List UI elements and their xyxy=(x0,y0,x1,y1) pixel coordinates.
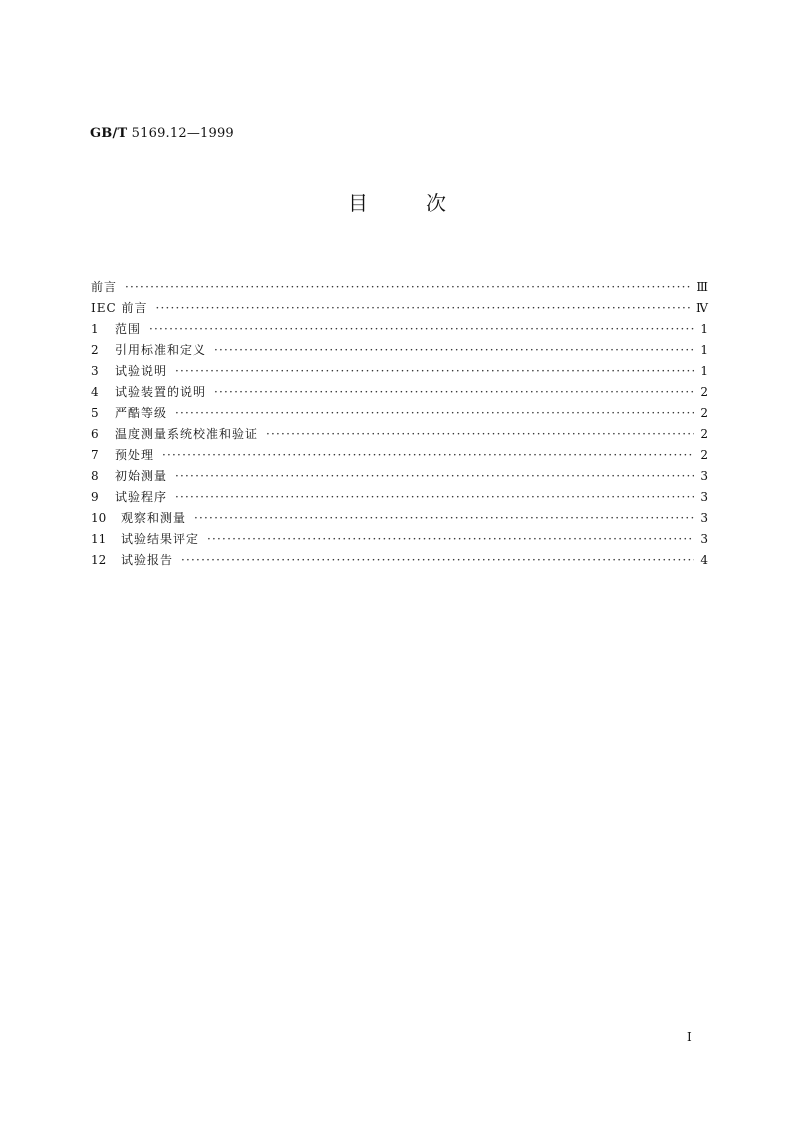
toc-page: 2 xyxy=(700,406,708,420)
toc-label: 试验结果评定 xyxy=(121,532,200,546)
toc-leader xyxy=(194,508,694,529)
toc-number: 10 xyxy=(91,511,107,525)
toc-label: 引用标准和定义 xyxy=(115,343,207,357)
title-char-2: 次 xyxy=(426,191,446,215)
toc-leader xyxy=(125,277,690,298)
toc-entry[interactable] xyxy=(91,550,708,571)
toc-page: 2 xyxy=(700,427,708,441)
toc-entry[interactable] xyxy=(91,529,708,550)
toc-page: 1 xyxy=(700,343,708,357)
toc-leader xyxy=(156,298,691,319)
table-of-contents xyxy=(91,277,708,571)
page-title xyxy=(0,187,794,216)
toc-label: 严酷等级 xyxy=(115,406,168,420)
toc-entry[interactable] xyxy=(91,424,708,445)
toc-number: 1 xyxy=(91,322,99,336)
toc-label: 试验程序 xyxy=(115,490,168,504)
toc-page: 3 xyxy=(700,532,708,546)
standard-number: 5169.12—1999 xyxy=(131,126,234,141)
toc-leader xyxy=(175,466,694,487)
toc-number: 4 xyxy=(91,385,99,399)
toc-leader xyxy=(149,319,694,340)
page-number: Ⅰ xyxy=(687,1030,692,1044)
toc-label: 试验装置的说明 xyxy=(115,385,207,399)
toc-entry[interactable] xyxy=(91,298,708,319)
toc-page: 2 xyxy=(700,448,708,462)
toc-number: 6 xyxy=(91,427,99,441)
toc-number: 12 xyxy=(91,553,107,567)
toc-leader xyxy=(214,382,694,403)
toc-leader xyxy=(162,445,694,466)
toc-label: 预处理 xyxy=(115,448,155,462)
toc-entry[interactable] xyxy=(91,487,708,508)
toc-entry[interactable] xyxy=(91,403,708,424)
toc-page: 3 xyxy=(700,511,708,525)
toc-leader xyxy=(214,340,694,361)
toc-entry[interactable] xyxy=(91,277,708,298)
toc-entry[interactable] xyxy=(91,361,708,382)
toc-number: 9 xyxy=(91,490,99,504)
toc-entry[interactable] xyxy=(91,466,708,487)
toc-page: 4 xyxy=(700,553,708,567)
toc-entry[interactable] xyxy=(91,508,708,529)
toc-page: 1 xyxy=(700,322,708,336)
toc-page: 3 xyxy=(700,469,708,483)
title-char-1: 目 xyxy=(348,191,368,215)
toc-page: 2 xyxy=(700,385,708,399)
document-header xyxy=(90,126,234,141)
toc-number: 11 xyxy=(91,532,107,546)
toc-label: 温度测量系统校准和验证 xyxy=(115,427,259,441)
toc-label: 试验说明 xyxy=(115,364,168,378)
toc-entry[interactable] xyxy=(91,445,708,466)
toc-label: 范围 xyxy=(115,322,142,336)
toc-number: 3 xyxy=(91,364,99,378)
standard-prefix: GB/T xyxy=(90,126,128,141)
toc-entry[interactable] xyxy=(91,340,708,361)
toc-label: 前言 xyxy=(91,280,118,294)
toc-number: 7 xyxy=(91,448,99,462)
toc-leader xyxy=(175,487,694,508)
toc-label: 初始测量 xyxy=(115,469,168,483)
toc-leader xyxy=(207,529,694,550)
toc-page: Ⅳ xyxy=(696,301,708,315)
toc-entry[interactable] xyxy=(91,319,708,340)
toc-leader xyxy=(175,403,694,424)
toc-leader xyxy=(175,361,694,382)
toc-label: IEC 前言 xyxy=(91,301,148,315)
toc-number: 8 xyxy=(91,469,99,483)
toc-leader xyxy=(266,424,694,445)
toc-number: 5 xyxy=(91,406,99,420)
toc-entry[interactable] xyxy=(91,382,708,403)
toc-number: 2 xyxy=(91,343,99,357)
toc-label: 观察和测量 xyxy=(121,511,187,525)
toc-page: 1 xyxy=(700,364,708,378)
toc-leader xyxy=(181,550,694,571)
toc-page: Ⅲ xyxy=(696,280,708,294)
toc-label: 试验报告 xyxy=(121,553,174,567)
toc-page: 3 xyxy=(700,490,708,504)
